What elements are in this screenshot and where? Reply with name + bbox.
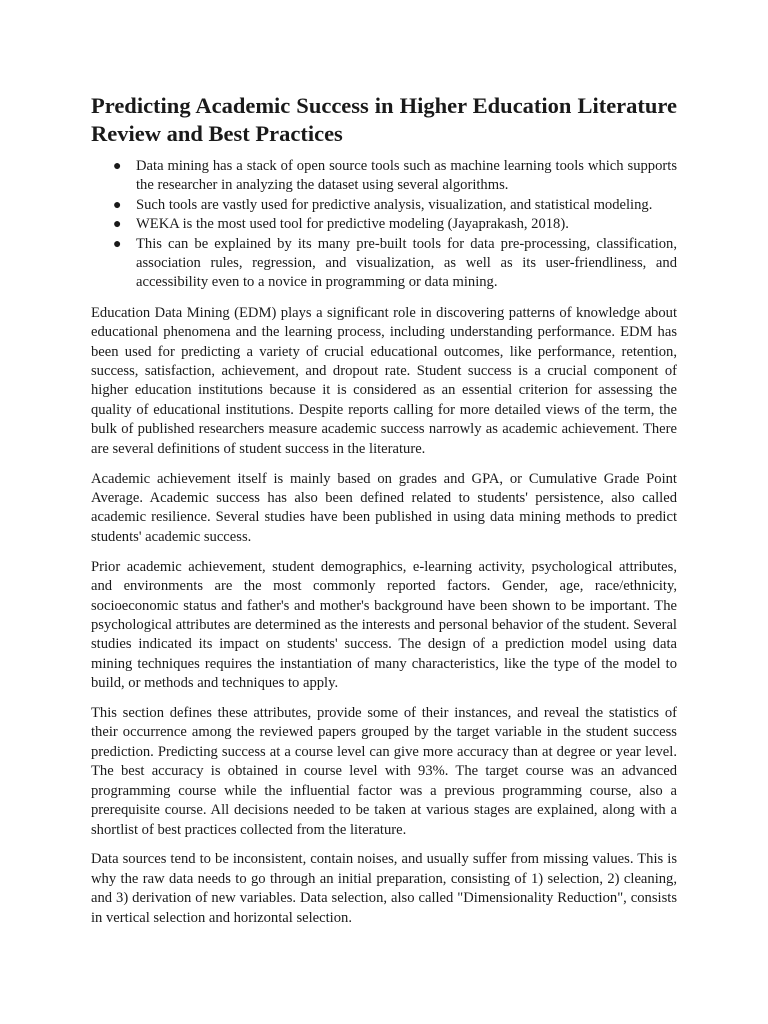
paragraph-edm: Education Data Mining (EDM) plays a significant role in discovering patterns of knowledge about educational phenomena and the learning process, including understanding performance. EDM has been used for predicting a variety of crucial educational outcomes, like performance, retention, success, satisfaction, achievement, and dropout rate. Student success is a crucial component of higher education institutions because it is considered as an essential criterion for assessing the quality of educational institutions. Despite reports calling for more detailed views of the term, the bulk of published researchers measure academic success narrowly as academic achievement. There are several definitions of student success in the literature. xyxy=(91,304,677,457)
bullet-item xyxy=(91,157,677,196)
bullet-dot-icon: ● xyxy=(113,197,122,213)
document-page xyxy=(91,92,677,939)
bullet-item xyxy=(91,215,677,234)
paragraph-data-sources: Data sources tend to be inconsistent, contain noises, and usually suffer from missing values. This is why the raw data needs to go through an initial preparation, consisting of 1) selection, 2) cleaning, and 3) derivation of new variables. Data selection, also called "Dimensionality Reduction", consists in vertical selection and horizontal selection. xyxy=(91,851,677,926)
bullet-list xyxy=(91,157,677,293)
document-title: Predicting Academic Success in Higher Education Literature Review and Best Practices xyxy=(91,93,677,146)
bullet-text: This can be explained by its many pre-built tools for data pre-processing, classification, association rules, regression, and visualization, as well as its user-friendliness, and accessibility even to a novice in programming or data mining. xyxy=(136,235,677,291)
bullet-text: WEKA is the most used tool for predictive modeling (Jayaprakash, 2018). xyxy=(136,216,569,233)
paragraph-academic-achievement: Academic achievement itself is mainly based on grades and GPA, or Cumulative Grade Point Average. Academic success has also been defined related to students' persistence, also called academic resilience. Several studies have been published in using data mining methods to predict students' academic success. xyxy=(91,470,677,545)
bullet-text: Data mining has a stack of open source tools such as machine learning tools which supports the researcher in analyzing the dataset using several algorithms. xyxy=(136,158,677,194)
paragraph-attributes: This section defines these attributes, provide some of their instances, and reveal the statistics of their occurrence among the reviewed papers grouped by the target variable in the student success prediction. Predicting success at a course level can give more accuracy than at degree or year level. The best accuracy is obtained in course level with 93%. The target course was an advanced programming course while the influential factor was a previous programming course, also a prerequisite course. All decisions needed to be taken at various stages are explained, along with a shortlist of best practices collected from the literature. xyxy=(91,705,677,838)
bullet-item xyxy=(91,196,677,215)
bullet-dot-icon: ● xyxy=(113,159,122,174)
bullet-text: Such tools are vastly used for predictive analysis, visualization, and statistical modeling. xyxy=(136,196,653,213)
bullet-item xyxy=(91,235,677,293)
bullet-dot-icon: ● xyxy=(113,217,122,233)
paragraph-factors: Prior academic achievement, student demographics, e-learning activity, psychological attributes, and environments are the most commonly reported factors. Gender, age, race/ethnicity, socioeconomic status and father's and mother's background have been shown to be important. The psychological attributes are determined as the interests and personal behavior of the student. Several studies indicated its impact on students' success. The design of a prediction model using data mining techniques requires the instantiation of many characteristics, like the type of the model to build, or methods and techniques to apply. xyxy=(91,558,677,692)
bullet-dot-icon: ● xyxy=(113,236,122,252)
